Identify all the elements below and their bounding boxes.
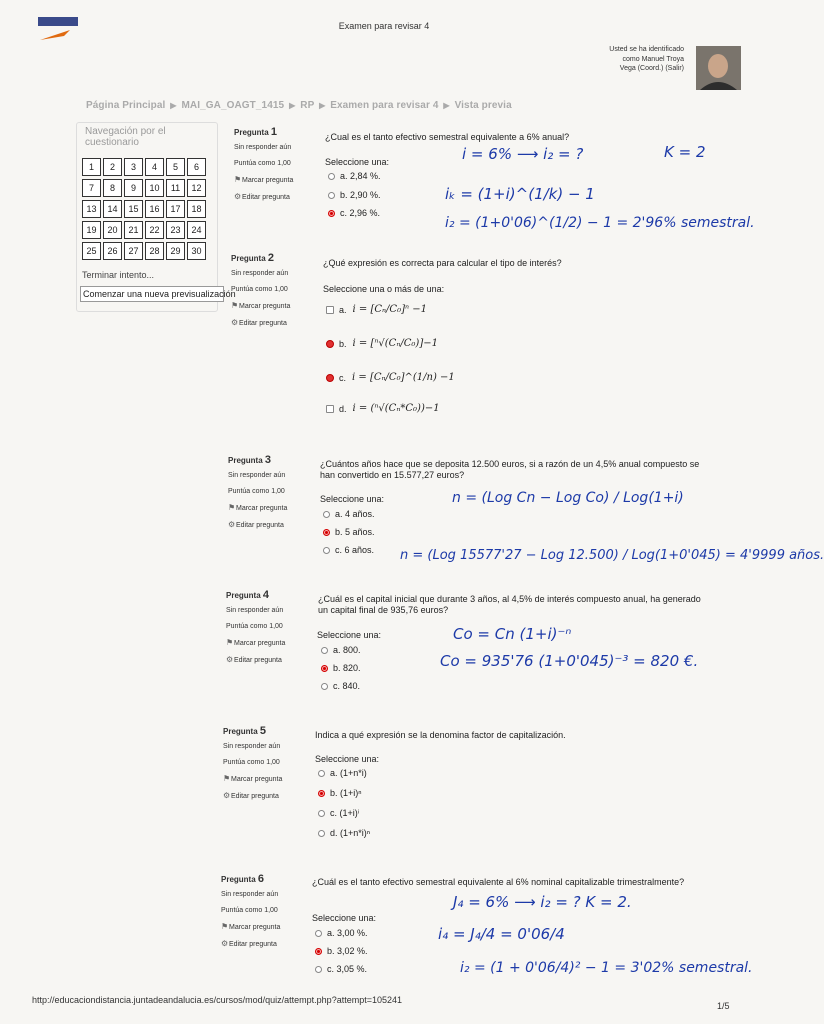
edit-question-link[interactable]: ⚙Editar pregunta <box>231 318 287 327</box>
start-new-preview-button[interactable]: Comenzar una nueva previsualización <box>80 286 224 302</box>
nav-question-button[interactable]: 28 <box>145 242 164 260</box>
chevron-right-icon: ▶ <box>289 101 296 110</box>
question-text: ¿Cual es el tanto efectivo semestral equivalente a 6% anual? <box>325 132 570 142</box>
gear-icon: ⚙ <box>223 791 231 800</box>
radio-button[interactable] <box>318 830 325 837</box>
nav-question-button[interactable]: 21 <box>124 221 143 239</box>
nav-question-button[interactable]: 19 <box>82 221 101 239</box>
nav-question-button[interactable]: 18 <box>187 200 206 218</box>
select-prompt: Seleccione una: <box>312 913 377 923</box>
nav-question-button[interactable]: 7 <box>82 179 101 197</box>
question-text: ¿Cuál es el capital inicial que durante 3 años, al 4,5% de interés compuesto anual, ha generado un capital final de 935,76 euros? <box>318 594 701 615</box>
avatar[interactable] <box>696 46 741 90</box>
chevron-right-icon: ▶ <box>170 101 177 110</box>
question-text: ¿Cuál es el tanto efectivo semestral equivalente al 6% nominal capitalizable trimestralmente? <box>312 877 685 887</box>
handwritten-note: Co = Cn (1+i)⁻ⁿ <box>453 625 572 643</box>
question-info-3: Pregunta 3 Sin responder aún Puntúa como 1,00 ⚑Marcar pregunta ⚙Editar pregunta <box>228 455 308 537</box>
answer-option[interactable]: a. 4 años. <box>323 509 375 519</box>
flag-icon: ⚑ <box>231 301 239 310</box>
nav-question-button[interactable]: 12 <box>187 179 206 197</box>
nav-question-button[interactable]: 9 <box>124 179 143 197</box>
radio-button[interactable] <box>315 966 322 973</box>
question-info-2: Pregunta 2 Sin responder aún Puntúa como 1,00 ⚑Marcar pregunta ⚙Editar pregunta <box>231 253 311 335</box>
edit-question-link[interactable]: ⚙Editar pregunta <box>221 939 277 948</box>
chevron-right-icon: ▶ <box>319 101 326 110</box>
formula: i = [ⁿ√(Cₙ/C₀)]−1 <box>352 338 438 349</box>
answer-option[interactable]: b. (1+i)ⁿ <box>318 788 362 798</box>
handwritten-note: K = 2 <box>664 143 706 161</box>
select-prompt: Seleccione una: <box>317 630 382 640</box>
flag-question-link[interactable]: ⚑Marcar pregunta <box>234 175 294 184</box>
radio-button[interactable] <box>318 810 325 817</box>
select-prompt: Seleccione una: <box>325 157 390 167</box>
select-prompt: Seleccione una o más de una: <box>323 284 445 294</box>
radio-button[interactable] <box>318 770 325 777</box>
handwritten-note: n = (Log 15577'27 − Log 12.500) / Log(1+0'045) = 4'9999 años. <box>400 548 824 563</box>
breadcrumb <box>86 100 512 111</box>
nav-question-button[interactable]: 15 <box>124 200 143 218</box>
radio-button-selected[interactable] <box>318 790 325 797</box>
radio-button-selected[interactable] <box>321 665 328 672</box>
gear-icon: ⚙ <box>226 655 234 664</box>
answer-option[interactable]: a. (1+n*i) <box>318 768 367 778</box>
edit-question-link[interactable]: ⚙Editar pregunta <box>223 791 279 800</box>
answer-option[interactable]: b. i = [ⁿ√(Cₙ/C₀)]−1 <box>326 338 438 349</box>
question-info-1: Pregunta 1 Sin responder aún Puntúa como 1,00 ⚑Marcar pregunta ⚙Editar pregunta <box>234 127 314 209</box>
nav-question-button[interactable]: 16 <box>145 200 164 218</box>
nav-question-button[interactable]: 24 <box>187 221 206 239</box>
flag-question-link[interactable]: ⚑Marcar pregunta <box>221 922 281 931</box>
answer-option[interactable]: b. 5 años. <box>323 527 375 537</box>
question-info-5: Pregunta 5 Sin responder aún Puntúa como 1,00 ⚑Marcar pregunta ⚙Editar pregunta <box>223 726 303 808</box>
flag-question-link[interactable]: ⚑Marcar pregunta <box>231 301 291 310</box>
handwritten-note: i₂ = (1 + 0'06/4)² − 1 = 3'02% semestral. <box>460 960 753 976</box>
checkbox-checked[interactable] <box>326 340 334 348</box>
handwritten-note: i = 6% ⟶ i₂ = ? <box>462 145 584 163</box>
nav-question-button[interactable]: 1 <box>82 158 101 176</box>
question-text: Indica a qué expresión se la denomina factor de capitalización. <box>315 730 566 740</box>
answer-option[interactable]: c. 840. <box>321 681 360 691</box>
flag-question-link[interactable]: ⚑Marcar pregunta <box>228 503 288 512</box>
radio-button[interactable] <box>321 647 328 654</box>
answer-option[interactable]: b. 820. <box>321 663 361 673</box>
radio-button[interactable] <box>328 192 335 199</box>
formula: i = [Cₙ/C₀]ⁿ −1 <box>352 304 427 315</box>
nav-question-button[interactable]: 14 <box>103 200 122 218</box>
nav-question-button[interactable]: 25 <box>82 242 101 260</box>
radio-button-selected[interactable] <box>323 529 330 536</box>
answer-option[interactable]: c. 3,05 %. <box>315 964 367 974</box>
edit-question-link[interactable]: ⚙Editar pregunta <box>226 655 282 664</box>
nav-question-button[interactable]: 30 <box>187 242 206 260</box>
nav-question-button[interactable]: 3 <box>124 158 143 176</box>
nav-question-button[interactable]: 17 <box>166 200 185 218</box>
flag-icon: ⚑ <box>228 503 236 512</box>
nav-question-button[interactable]: 8 <box>103 179 122 197</box>
gear-icon: ⚙ <box>221 939 229 948</box>
question-text: ¿Qué expresión es correcta para calcular el tipo de interés? <box>323 258 562 268</box>
gear-icon: ⚙ <box>231 318 239 327</box>
checkbox[interactable] <box>326 306 334 314</box>
radio-button[interactable] <box>323 547 330 554</box>
quiz-navigation-title: Navegación por el cuestionario <box>85 126 166 148</box>
nav-question-button[interactable]: 2 <box>103 158 122 176</box>
flag-icon: ⚑ <box>221 922 229 931</box>
handwritten-note: i₂ = (1+0'06)^(1/2) − 1 = 2'96% semestral. <box>445 215 755 231</box>
nav-question-button[interactable]: 6 <box>187 158 206 176</box>
quiz-navigation-grid <box>82 158 208 260</box>
document-title: Examen para revisar 4 <box>338 21 430 31</box>
handwritten-note: n = (Log Cn − Log Co) / Log(1+i) <box>452 490 684 506</box>
handwritten-note: Co = 935'76 (1+0'045)⁻³ = 820 €. <box>440 652 699 670</box>
nav-question-button[interactable]: 11 <box>166 179 185 197</box>
question-info-4: Pregunta 4 Sin responder aún Puntúa como 1,00 ⚑Marcar pregunta ⚙Editar pregunta <box>226 590 306 672</box>
breadcrumb-course[interactable]: MAI_GA_OAGT_1415 <box>181 100 285 111</box>
checkbox-checked[interactable] <box>326 374 334 382</box>
nav-question-button[interactable]: 27 <box>124 242 143 260</box>
flag-icon: ⚑ <box>223 774 231 783</box>
breadcrumb-section[interactable]: RP <box>300 100 315 111</box>
finish-attempt-link[interactable]: Terminar intento... <box>82 270 155 280</box>
flag-question-link[interactable]: ⚑Marcar pregunta <box>223 774 283 783</box>
nav-question-button[interactable]: 13 <box>82 200 101 218</box>
nav-question-button[interactable]: 22 <box>145 221 164 239</box>
gear-icon: ⚙ <box>228 520 236 529</box>
nav-question-button[interactable]: 10 <box>145 179 164 197</box>
flag-icon: ⚑ <box>234 175 242 184</box>
radio-button[interactable] <box>321 683 328 690</box>
breadcrumb-quiz[interactable]: Examen para revisar 4 <box>330 100 439 111</box>
answer-option[interactable]: d. (1+n*i)ⁿ <box>318 828 370 838</box>
nav-question-button[interactable]: 4 <box>145 158 164 176</box>
answer-option[interactable]: a. 3,00 %. <box>315 928 368 938</box>
question-text: ¿Cuántos años hace que se deposita 12.500 euros, si a razón de un 4,5% anual compuesto se han convertido en 15.577,27 euros? <box>320 459 700 480</box>
flag-icon: ⚑ <box>226 638 234 647</box>
radio-button[interactable] <box>315 930 322 937</box>
footer-url: http://educaciondistancia.juntadeandalucia.es/cursos/mod/quiz/attempt.php?attempt=105241 <box>32 995 402 1005</box>
checkbox[interactable] <box>326 405 334 413</box>
answer-option[interactable]: b. 3,02 %. <box>315 946 368 956</box>
nav-question-button[interactable]: 26 <box>103 242 122 260</box>
nav-question-button[interactable]: 29 <box>166 242 185 260</box>
chevron-right-icon: ▶ <box>443 101 450 110</box>
answer-option[interactable]: a. 800. <box>321 645 361 655</box>
select-prompt: Seleccione una: <box>315 754 380 764</box>
edit-question-link[interactable]: ⚙Editar pregunta <box>228 520 284 529</box>
answer-option[interactable]: a. i = [Cₙ/C₀]ⁿ −1 <box>326 304 427 315</box>
answer-option[interactable]: c. 2,96 %. <box>328 208 380 218</box>
answer-option[interactable]: c. 6 años. <box>323 545 374 555</box>
nav-question-button[interactable]: 5 <box>166 158 185 176</box>
answer-option[interactable]: d. i = (ⁿ√(Cₙ*C₀))−1 <box>326 403 440 414</box>
nav-question-button[interactable]: 20 <box>103 221 122 239</box>
gear-icon: ⚙ <box>234 192 242 201</box>
answer-option[interactable]: c. i = [Cₙ/C₀]^(1/n) −1 <box>326 372 455 383</box>
formula: i = [Cₙ/C₀]^(1/n) −1 <box>352 372 455 383</box>
flag-question-link[interactable]: ⚑Marcar pregunta <box>226 638 286 647</box>
select-prompt: Seleccione una: <box>320 494 385 504</box>
question-info-6: Pregunta 6 Sin responder aún Puntúa como 1,00 ⚑Marcar pregunta ⚙Editar pregunta <box>221 874 301 956</box>
handwritten-note: J₄ = 6% ⟶ i₂ = ? K = 2. <box>453 893 632 911</box>
breadcrumb-home[interactable]: Página Principal <box>86 100 166 111</box>
formula: i = (ⁿ√(Cₙ*C₀))−1 <box>352 403 440 414</box>
radio-button[interactable] <box>328 173 335 180</box>
nav-question-button[interactable]: 23 <box>166 221 185 239</box>
user-info: Usted se ha identificado como Manuel Troya Vega (Coord.) (Salir) <box>609 46 684 72</box>
edit-question-link[interactable]: ⚙Editar pregunta <box>234 192 290 201</box>
answer-option[interactable]: b. 2,90 %. <box>328 190 381 200</box>
breadcrumb-preview[interactable]: Vista previa <box>454 100 512 111</box>
radio-button-selected[interactable] <box>328 210 335 217</box>
page-number: 1/5 <box>717 1001 730 1011</box>
handwritten-note: i₄ = J₄/4 = 0'06/4 <box>438 925 565 943</box>
handwritten-note: iₖ = (1+i)^(1/k) − 1 <box>445 185 595 203</box>
answer-option[interactable]: c. (1+i)ⁱ <box>318 808 359 819</box>
radio-button-selected[interactable] <box>315 948 322 955</box>
radio-button[interactable] <box>323 511 330 518</box>
answer-option[interactable]: a. 2,84 %. <box>328 171 381 181</box>
